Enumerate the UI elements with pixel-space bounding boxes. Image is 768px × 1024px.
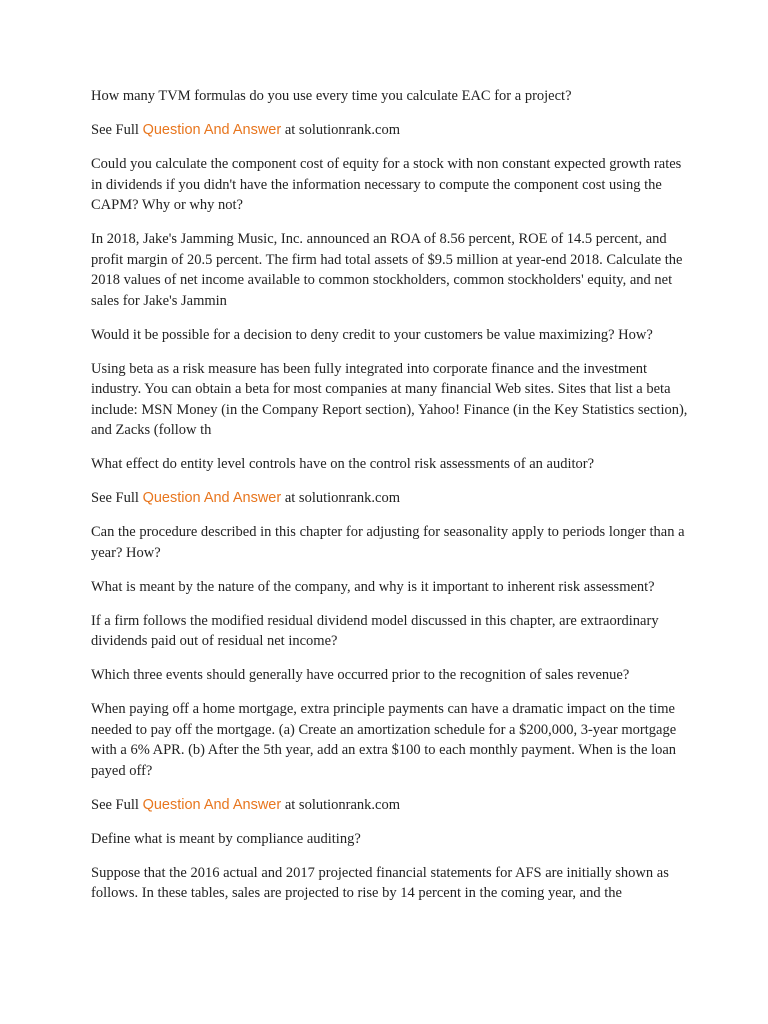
- question-paragraph: Suppose that the 2016 actual and 2017 projected financial statements for AFS are initially shown as follows. In these tables, sales are projected to rise by 14 percent in the coming year, and the: [91, 864, 669, 901]
- question-paragraph: What is meant by the nature of the company, and why is it important to inherent risk assessment?: [91, 578, 655, 595]
- question-paragraph: Define what is meant by compliance auditing?: [91, 830, 361, 847]
- question-paragraph: If a firm follows the modified residual dividend model discussed in this chapter, are extraordinary dividends paid out of residual net income?: [91, 612, 659, 649]
- question-and-answer-link[interactable]: Question And Answer: [142, 490, 282, 506]
- question-paragraph: Can the procedure described in this chapter for adjusting for seasonality apply to periods longer than a year? How?: [91, 524, 685, 561]
- see-full-suffix: at solutionrank.com: [284, 796, 401, 813]
- question-paragraph: Could you calculate the component cost of equity for a stock with non constant expected growth rates in dividends if you didn't have the information necessary to compute the component cost using the CAPM? Why or why not?: [91, 156, 682, 213]
- question-and-answer-link[interactable]: Question And Answer: [142, 122, 282, 138]
- see-full-suffix: at solutionrank.com: [284, 490, 401, 506]
- question-and-answer-link[interactable]: Question And Answer: [142, 796, 282, 813]
- see-full-line: [91, 795, 691, 816]
- question-paragraph: When paying off a home mortgage, extra principle payments can have a dramatic impact on the time needed to pay off the mortgage. (a) Create an amortization schedule for a $200,000, 3-year mortgage with a 6% APR. (b) After the 5th year, add an extra $100 to each monthly payment. When is the loan payed off?: [91, 701, 677, 779]
- see-full-line: [91, 120, 691, 141]
- question-paragraph: Would it be possible for a decision to deny credit to your customers be value maximizing? How?: [91, 326, 653, 343]
- see-full-prefix: See Full: [91, 122, 139, 138]
- see-full-prefix: See Full: [91, 796, 139, 813]
- question-paragraph: Which three events should generally have occurred prior to the recognition of sales revenue?: [91, 667, 630, 683]
- question-paragraph: Using beta as a risk measure has been fully integrated into corporate finance and the investment industry. You can obtain a beta for most companies at many financial Web sites. Sites that list a beta include: MSN Money (in the Company Report section), Yahoo! Finance (in the Key Statistics section), and Zacks (follow th: [91, 360, 688, 438]
- document-page: [91, 86, 691, 917]
- see-full-prefix: See Full: [91, 490, 139, 506]
- question-paragraph: In 2018, Jake's Jamming Music, Inc. announced an ROA of 8.56 percent, ROE of 14.5 percent, and profit margin of 20.5 percent. The firm had total assets of $9.5 million at year-end 2018. Calculate the 2018 values of net income available to common stockholders, common stockholders' equity, and net sales for Jake's Jammin: [91, 231, 683, 309]
- see-full-line: [91, 488, 691, 509]
- question-paragraph: What effect do entity level controls have on the control risk assessments of an auditor?: [91, 456, 595, 472]
- question-paragraph: How many TVM formulas do you use every time you calculate EAC for a project?: [91, 88, 572, 104]
- see-full-suffix: at solutionrank.com: [284, 122, 401, 138]
